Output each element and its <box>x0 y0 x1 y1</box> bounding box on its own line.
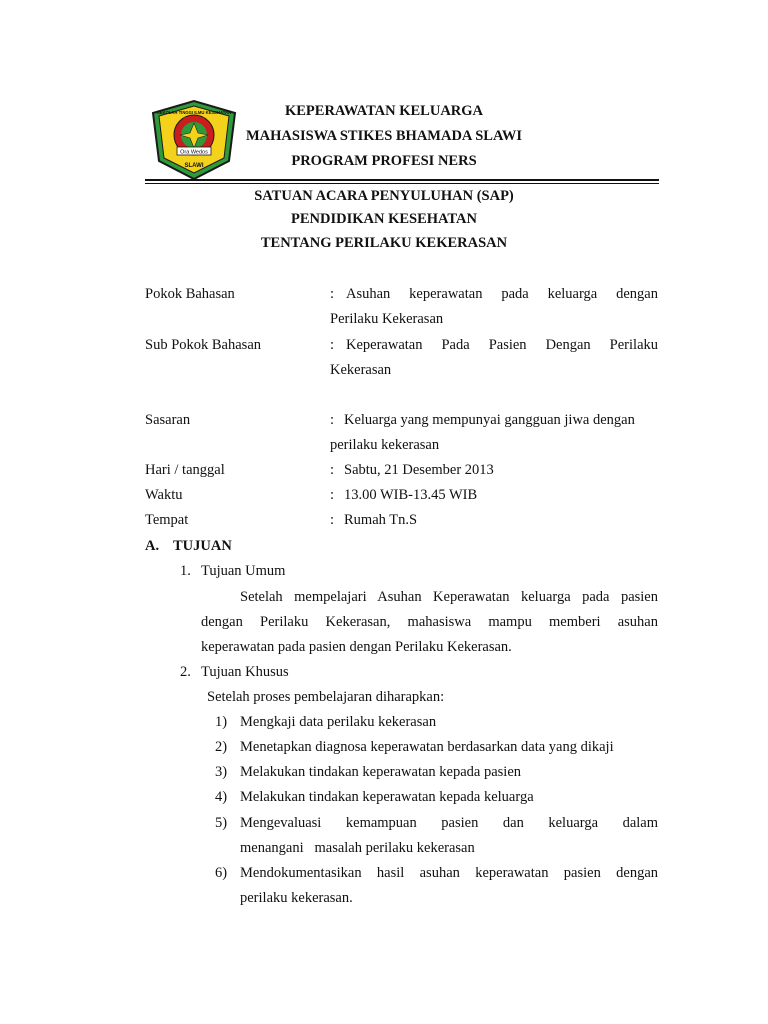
header-line-2: MAHASISWA STIKES BHAMADA SLAWI <box>246 128 522 144</box>
pokok-bahasan-value: Asuhan keperawatan pada keluarga dengan <box>346 286 658 302</box>
sub-pokok-bahasan-value: Keperawatan Pada Pasien Dengan Perilaku <box>346 337 658 353</box>
list-item: Mengkaji data perilaku kekerasan <box>240 714 437 730</box>
logo-bottom-text: SLAWI <box>184 163 204 169</box>
list-item-cont: menangani masalah perilaku kekerasan <box>240 840 475 856</box>
logo-ring-text: SEKOLAH TINGGI ILMU KESEHATAN <box>156 110 232 115</box>
tujuan-khusus-title: Tujuan Khusus <box>201 664 289 680</box>
list-item-number: 2) <box>215 739 228 755</box>
pokok-bahasan-value-cont: Perilaku Kekerasan <box>330 311 444 327</box>
section-a-title: TUJUAN <box>173 538 232 554</box>
sasaran-label: Sasaran <box>145 412 191 428</box>
header-rule-thick <box>145 179 659 181</box>
list-item: Menetapkan diagnosa keperawatan berdasarkan data yang dikaji <box>240 739 614 755</box>
list-item-cont: perilaku kekerasan. <box>240 890 353 906</box>
tujuan-umum-title: Tujuan Umum <box>201 563 286 579</box>
logo-center-text: BHAMADA <box>183 116 205 121</box>
hari-tanggal-label: Hari / tanggal <box>145 462 225 478</box>
tujuan-umum-text-1: Setelah mempelajari Asuhan Keperawatan keluarga pada pasien <box>240 589 658 605</box>
hari-tanggal-separator: : <box>330 462 335 478</box>
sub-pokok-bahasan-separator: : <box>330 337 335 353</box>
waktu-separator: : <box>330 487 335 503</box>
list-item-number: 6) <box>215 865 228 881</box>
tujuan-umum-text-2: dengan Perilaku Kekerasan, mahasiswa mampu memberi asuhan <box>201 614 658 630</box>
list-item-number: 5) <box>215 815 228 831</box>
title-line-2: PENDIDIKAN KESEHATAN <box>291 211 477 227</box>
waktu-label: Waktu <box>145 487 183 503</box>
list-item: Melakukan tindakan keperawatan kepada keluarga <box>240 789 534 805</box>
list-item-number: 1) <box>215 714 228 730</box>
sasaran-value-cont: perilaku kekerasan <box>330 437 440 453</box>
list-item: Mendokumentasikan hasil asuhan keperawatan pasien dengan <box>240 865 658 881</box>
tempat-separator: : <box>330 512 335 528</box>
pokok-bahasan-label: Pokok Bahasan <box>145 286 235 302</box>
header-rule-thin <box>145 183 659 184</box>
header-line-3: PROGRAM PROFESI NERS <box>291 153 477 169</box>
sub-pokok-bahasan-label: Sub Pokok Bahasan <box>145 337 261 353</box>
header-line-1: KEPERAWATAN KELUARGA <box>284 103 484 119</box>
pokok-bahasan-separator: : <box>330 286 335 302</box>
tujuan-khusus-intro: Setelah proses pembelajaran diharapkan: <box>207 689 445 705</box>
list-item: Mengevaluasi kemampuan pasien dan keluarga dalam <box>240 815 658 831</box>
logo-motto: Ora Wedos <box>180 149 208 156</box>
list-item: Melakukan tindakan keperawatan kepada pasien <box>240 764 522 780</box>
tujuan-umum-text-3: keperawatan pada pasien dengan Perilaku Kekerasan. <box>201 639 512 655</box>
section-a-letter: A. <box>145 538 160 554</box>
tujuan-khusus-number: 2. <box>180 664 191 680</box>
title-line-3: TENTANG PERILAKU KEKERASAN <box>260 235 508 251</box>
sasaran-separator: : <box>330 412 335 428</box>
tujuan-umum-number: 1. <box>180 563 191 579</box>
tempat-label: Tempat <box>145 512 189 528</box>
waktu-value: 13.00 WIB-13.45 WIB <box>344 487 478 503</box>
hari-tanggal-value: Sabtu, 21 Desember 2013 <box>344 462 494 478</box>
list-item-number: 3) <box>215 764 228 780</box>
sasaran-value: Keluarga yang mempunyai gangguan jiwa dengan <box>344 412 635 428</box>
tempat-value: Rumah Tn.S <box>344 512 418 528</box>
list-item-number: 4) <box>215 789 228 805</box>
title-line-1: SATUAN ACARA PENYULUHAN (SAP) <box>254 188 514 204</box>
sub-pokok-bahasan-value-cont: Kekerasan <box>330 362 392 378</box>
